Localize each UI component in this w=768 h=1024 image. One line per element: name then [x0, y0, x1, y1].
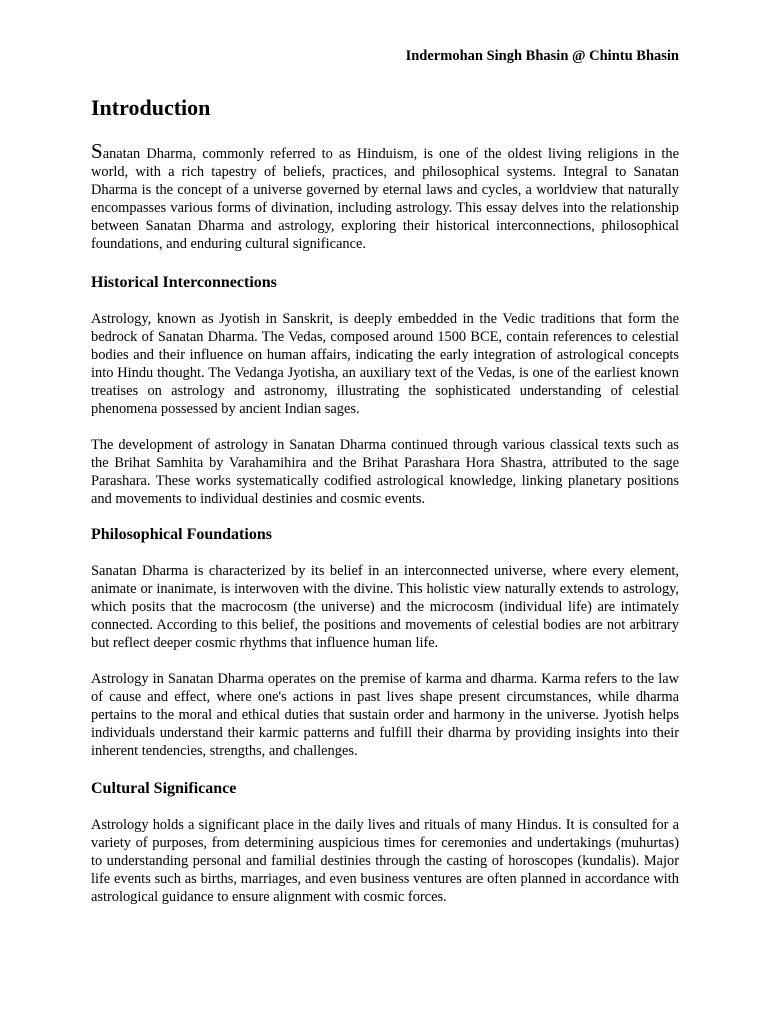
section-heading-historical: Historical Interconnections	[91, 274, 277, 291]
page-title: Introduction	[91, 95, 211, 120]
author-header: Indermohan Singh Bhasin @ Chintu Bhasin	[405, 48, 679, 64]
historical-paragraph-1: Astrology, known as Jyotish in Sanskrit, is deeply embedded in the Vedic traditions that form the bedrock of Sanatan Dharma. The Vedas, composed around 1500 BCE, contain references to celestial bodies and their influence on human affairs, indicating the early integration of astrological concepts into Hindu thought. The Vedanga Jyotisha, an auxiliary text of the Vedas, is one of the earliest known treatises on astrology and astronomy, illustrating the sophisticated understanding of celestial phenomena possessed by ancient Indian sages.	[91, 311, 679, 418]
intro-text: anatan Dharma, commonly referred to as Hinduism, is one of the oldest living religions in the world, with a rich tapestry of beliefs, practices, and philosophical systems. Integral to Sanatan Dharma is the concept of a universe governed by eternal laws and cycles, a worldview that naturally encompasses various forms of divination, including astrology. This essay delves into the relationship between Sanatan Dharma and astrology, exploring their historical interconnections, philosophical foundations, and enduring cultural significance.	[91, 146, 679, 253]
philosophical-paragraph-1: Sanatan Dharma is characterized by its belief in an interconnected universe, where every element, animate or inanimate, is interwoven with the divine. This holistic view naturally extends to astrology, which posits that the macrocosm (the universe) and the microcosm (individual life) are intimately connected. According to this belief, the positions and movements of celestial bodies are not arbitrary but reflect deeper cosmic rhythms that influence human life.	[91, 563, 679, 652]
cultural-paragraph-1: Astrology holds a significant place in the daily lives and rituals of many Hindus. It is consulted for a variety of purposes, from determining auspicious times for ceremonies and undertakings (muhurtas) to understanding personal and familial destinies through the casting of horoscopes (kundalis). Major life events such as births, marriages, and even business ventures are often planned in accordance with astrological guidance to ensure alignment with cosmic forces.	[91, 817, 679, 906]
historical-paragraph-2: The development of astrology in Sanatan Dharma continued through various classical texts such as the Brihat Samhita by Varahamihira and the Brihat Parashara Hora Shastra, attributed to the sage Parashara. These works systematically codified astrological knowledge, linking planetary positions and movements to individual destinies and cosmic events.	[91, 437, 679, 508]
philosophical-paragraph-2: Astrology in Sanatan Dharma operates on the premise of karma and dharma. Karma refers to the law of cause and effect, where one's actions in past lives shape present circumstances, while dharma pertains to the moral and ethical duties that sustain order and harmony in the universe. Jyotish helps individuals understand their karmic patterns and fulfill their dharma by providing insights into their inherent tendencies, strengths, and challenges.	[91, 671, 679, 760]
section-heading-cultural: Cultural Significance	[91, 780, 237, 797]
section-heading-philosophical: Philosophical Foundations	[91, 526, 272, 543]
intro-paragraph	[91, 139, 679, 254]
drop-cap: S	[91, 139, 103, 163]
